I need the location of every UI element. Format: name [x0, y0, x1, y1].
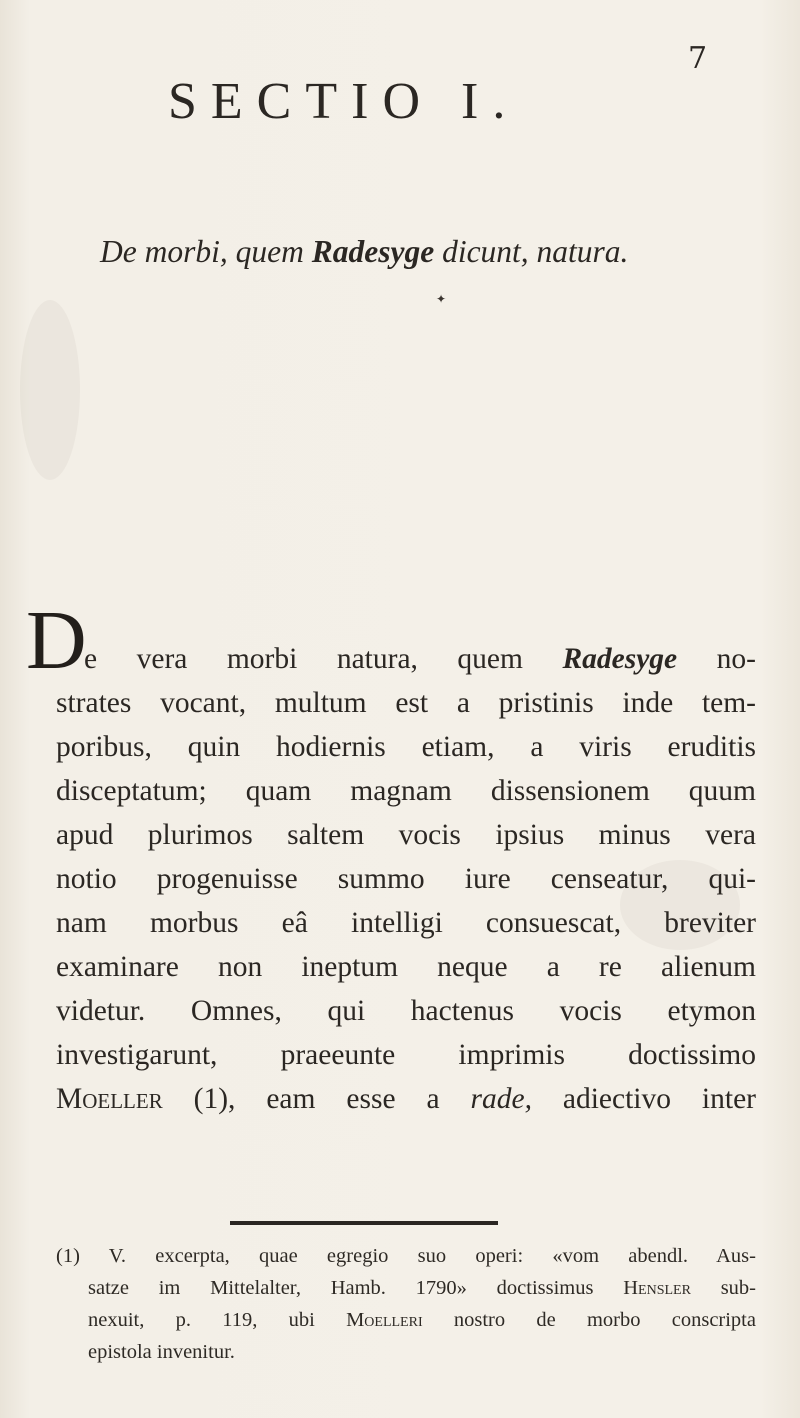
body-line: examinare non ineptum neque a re alienum: [56, 951, 756, 983]
page-number: 7: [688, 41, 708, 76]
chapter-title-part2: dicunt, natura.: [434, 234, 629, 269]
chapter-title: [100, 232, 760, 272]
author-name: Moeller: [56, 1083, 163, 1115]
ornament-mark: ✦: [436, 292, 447, 306]
body-line: nam morbus eâ intelligi consuescat, breviter: [56, 907, 756, 939]
body-line: strates vocant, multum est a pristinis inde tem-: [56, 687, 756, 719]
term-radesyge: Radesyge: [562, 643, 678, 675]
chapter-title-term: Radesyge: [311, 234, 435, 269]
body-line: apud plurimos saltem vocis ipsius minus vera: [56, 819, 756, 851]
section-title: SECTIO I.: [168, 73, 520, 130]
footnote-line: (1) V. excerpta, quae egregio suo operi: «vom abendl. Aus-: [56, 1245, 756, 1267]
footnote-line: epistola invenitur.: [88, 1341, 235, 1363]
drop-cap: D: [26, 594, 87, 687]
body-line: videtur. Omnes, qui hactenus vocis etymon: [56, 995, 756, 1027]
body-line: poribus, quin hodiernis etiam, a viris eruditis: [56, 731, 756, 763]
author-name: Moelleri: [346, 1309, 423, 1331]
term-rade: rade,: [470, 1083, 532, 1115]
body-line: investigarunt, praeeunte imprimis doctissimo: [56, 1039, 756, 1071]
footnote: [56, 1240, 756, 1368]
footnote-rule: [230, 1221, 498, 1225]
footnote-line: satze im Mittelalter, Hamb. 1790» doctissimus Hensler sub-: [88, 1277, 756, 1299]
body-line: disceptatum; quam magnam dissensionem quum: [56, 775, 756, 807]
chapter-title-part1: De morbi, quem: [100, 234, 312, 269]
footnote-line: nexuit, p. 119, ubi Moelleri nostro de morbo conscripta: [88, 1309, 756, 1331]
paper-stain: [20, 300, 80, 480]
body-text: [56, 637, 756, 1121]
body-line: Moeller (1), eam esse a rade, adiectivo inter: [56, 1083, 756, 1115]
body-line: notio progenuisse summo iure censeatur, qui-: [56, 863, 756, 895]
body-line: e vera morbi natura, quem Radesyge no-: [84, 643, 756, 675]
author-name: Hensler: [623, 1277, 691, 1299]
